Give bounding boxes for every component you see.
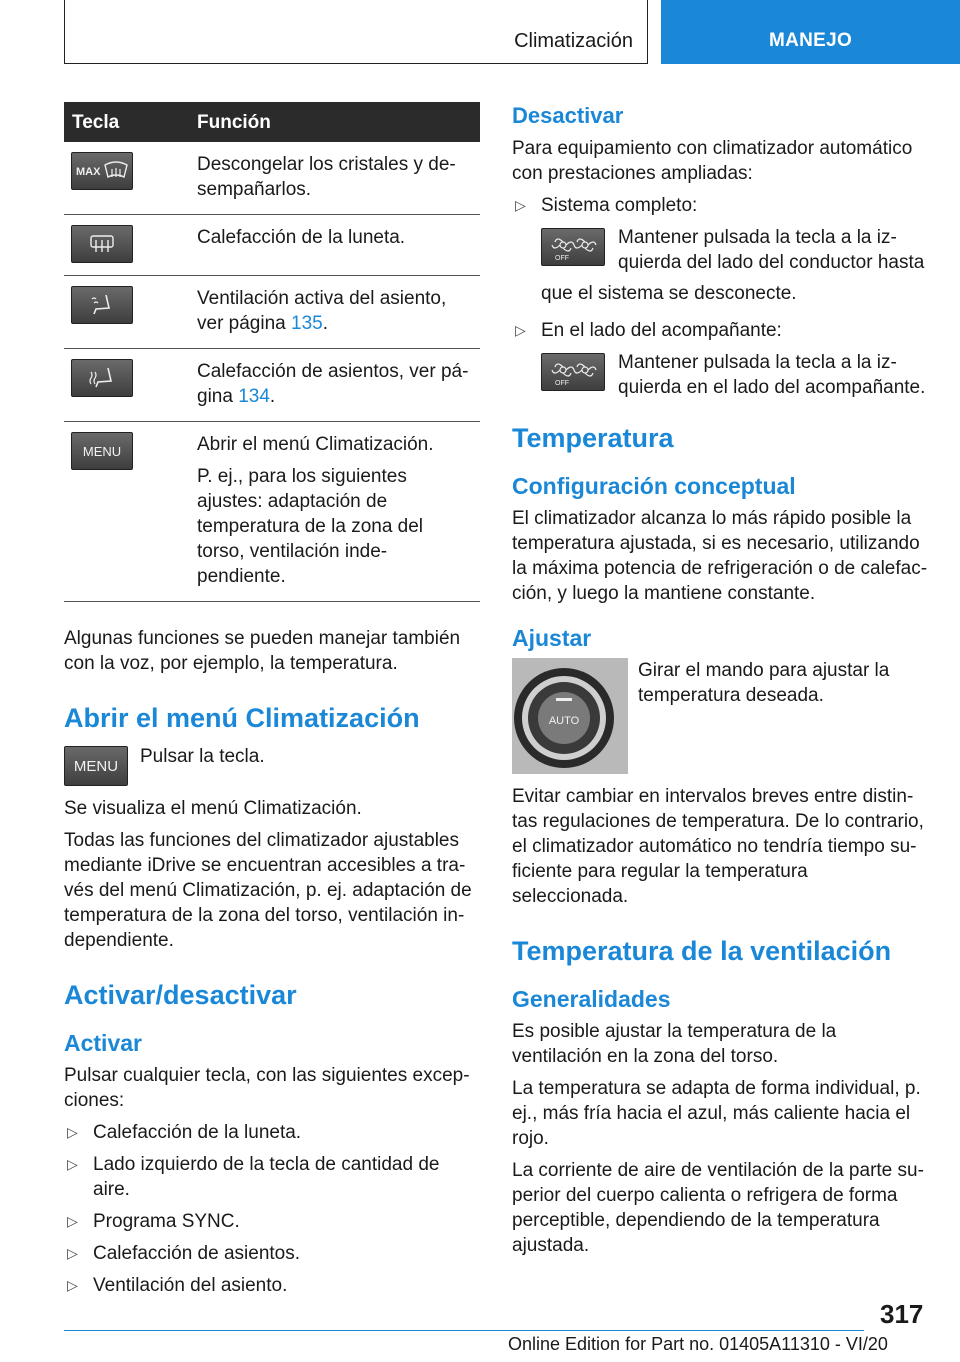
general-text-1: Es posible ajustar la temperatura de la ventilación en la zona del torso. — [512, 1021, 837, 1067]
exceptions-list — [64, 1120, 480, 1298]
fan-off-key-block-passenger — [541, 350, 928, 400]
footer-divider — [64, 1330, 864, 1331]
chapter-tab: MANEJO — [661, 0, 960, 64]
menu-key-icon: MENU — [71, 432, 133, 470]
section-title: Climatización — [514, 30, 633, 52]
menu-key-icon: MENU — [64, 746, 128, 786]
fan-off-icon — [541, 353, 605, 391]
table-row — [64, 349, 480, 422]
list-item: ▷ Calefacción de la luneta. — [64, 1120, 480, 1145]
left-column — [64, 102, 480, 1305]
concept-text: El climatizador alcanza lo más rápido posible la temperatura ajustada, si es necesario, utilizando la máxima potencia de refrigeración o de calefac-ción, y luego la mantiene constante. — [512, 508, 928, 604]
onoff-heading: Activar/desactivar — [64, 980, 297, 1010]
list-item: ▷ Ventilación del asiento. — [64, 1273, 480, 1298]
rear-window-heating-icon — [71, 225, 133, 263]
table-header-function: Función — [189, 102, 480, 142]
svg-text:OFF: OFF — [555, 380, 569, 387]
adjust-text: Girar el mando para ajustar la temperatura deseada. — [638, 660, 890, 706]
page-number: 317 — [880, 1299, 924, 1329]
list-item: ▷ Programa SYNC. — [64, 1209, 480, 1234]
deactivate-list — [512, 193, 928, 218]
seat-heating-icon — [71, 359, 133, 397]
press-key-text: Pulsar la tecla. — [140, 746, 265, 767]
menu-shown-text: Se visualiza el menú Climatización. — [64, 798, 362, 819]
list-item: ▷ Sistema completo: — [512, 193, 928, 218]
temperature-knob-block — [512, 658, 928, 776]
temperature-heading: Temperatura — [512, 423, 674, 453]
deactivate-text: Para equipamiento con climatizador automático con prestaciones ampliadas: — [512, 138, 913, 184]
open-menu-heading: Abrir el menú Climatización — [64, 703, 420, 733]
page-link-134[interactable]: 134 — [238, 386, 270, 407]
activate-heading: Activar — [64, 1030, 142, 1056]
full-system-end: que el sistema se desconecte. — [541, 283, 797, 304]
table-header-key: Tecla — [64, 102, 189, 142]
list-item: ▷ Lado izquierdo de la tecla de cantidad de aire. — [64, 1152, 480, 1202]
passenger-list — [512, 318, 928, 343]
right-column — [512, 102, 928, 1265]
adjust-heading: Ajustar — [512, 625, 592, 651]
vent-temperature-heading: Temperatura de la ventilación — [512, 936, 892, 966]
table-row-text-end: . — [269, 386, 276, 407]
list-item: ▷ Calefacción de asientos. — [64, 1241, 480, 1266]
table-row-text: Ventilación activa del asiento, ver página — [197, 288, 447, 334]
fan-off-key-block — [541, 225, 928, 275]
deactivate-heading: Desactivar — [512, 103, 624, 128]
header-frame — [64, 0, 648, 64]
menu-key-block — [64, 744, 480, 788]
temperature-knob-photo — [512, 658, 628, 774]
table-row-text: Abrir el menú Climatización. — [197, 434, 434, 455]
fan-off-icon — [541, 228, 605, 266]
key-function-table — [64, 102, 480, 602]
seat-ventilation-icon — [71, 286, 133, 324]
general-text-3: La corriente de aire de ventilación de la parte su-perior del cuerpo calienta o refrigera de forma perceptible, dependiendo de la temperatura ajustada. — [512, 1160, 924, 1256]
table-row — [64, 422, 480, 602]
knob-auto-label: AUTO — [548, 715, 580, 727]
voice-note: Algunas funciones se pueden manejar también con la voz, por ejemplo, la temperatura. — [64, 628, 461, 674]
general-heading: Generalidades — [512, 986, 671, 1012]
table-row-text: Calefacción de la luneta. — [189, 215, 480, 276]
table-row-text: Calefacción de asientos, ver pá-gina — [197, 361, 469, 407]
activate-text: Pulsar cualquier tecla, con las siguientes excep-ciones: — [64, 1065, 470, 1111]
edition-note: Online Edition for Part no. 01405A11310 - VI/20 — [508, 1334, 888, 1354]
list-item: ▷ En el lado del acompañante: — [512, 318, 928, 343]
svg-text:OFF: OFF — [555, 255, 569, 262]
passenger-detail: Mantener pulsada la tecla a la iz-quierda en el lado del acompañante. — [618, 352, 926, 398]
table-row — [64, 142, 480, 215]
max-label: MAX — [76, 166, 101, 178]
max-defrost-icon — [71, 152, 133, 190]
concept-heading: Configuración conceptual — [512, 473, 796, 499]
all-functions-text: Todas las funciones del climatizador ajustables mediante iDrive se encuentran accesibles a tra-vés del menú Climatización, p. ej. adaptación de temperatura de la zona del torso, ventilación in-dependiente. — [64, 830, 472, 951]
full-system-detail: Mantener pulsada la tecla a la iz-quierda del lado del conductor hasta — [618, 227, 925, 273]
table-row-text-2: P. ej., para los siguientes ajustes: adaptación de temperatura de la zona del torso, ventilación inde-pendiente. — [197, 466, 424, 587]
table-row-text: Descongelar los cristales y de-sempañarlos. — [189, 142, 480, 215]
table-row-text-end: . — [322, 313, 328, 334]
avoid-text: Evitar cambiar en intervalos breves entre distin-tas regulaciones de temperatura. De lo contrario, el climatizador automático no tendría tiempo su-ficiente para regular la temperatura seleccionada. — [512, 786, 924, 907]
page-link-135[interactable]: 135 — [291, 313, 323, 334]
table-header-row — [64, 102, 480, 142]
table-row — [64, 276, 480, 349]
table-row — [64, 215, 480, 276]
general-text-2: La temperatura se adapta de forma individual, p. ej., más fría hacia el azul, más caliente hacia el rojo. — [512, 1078, 921, 1149]
